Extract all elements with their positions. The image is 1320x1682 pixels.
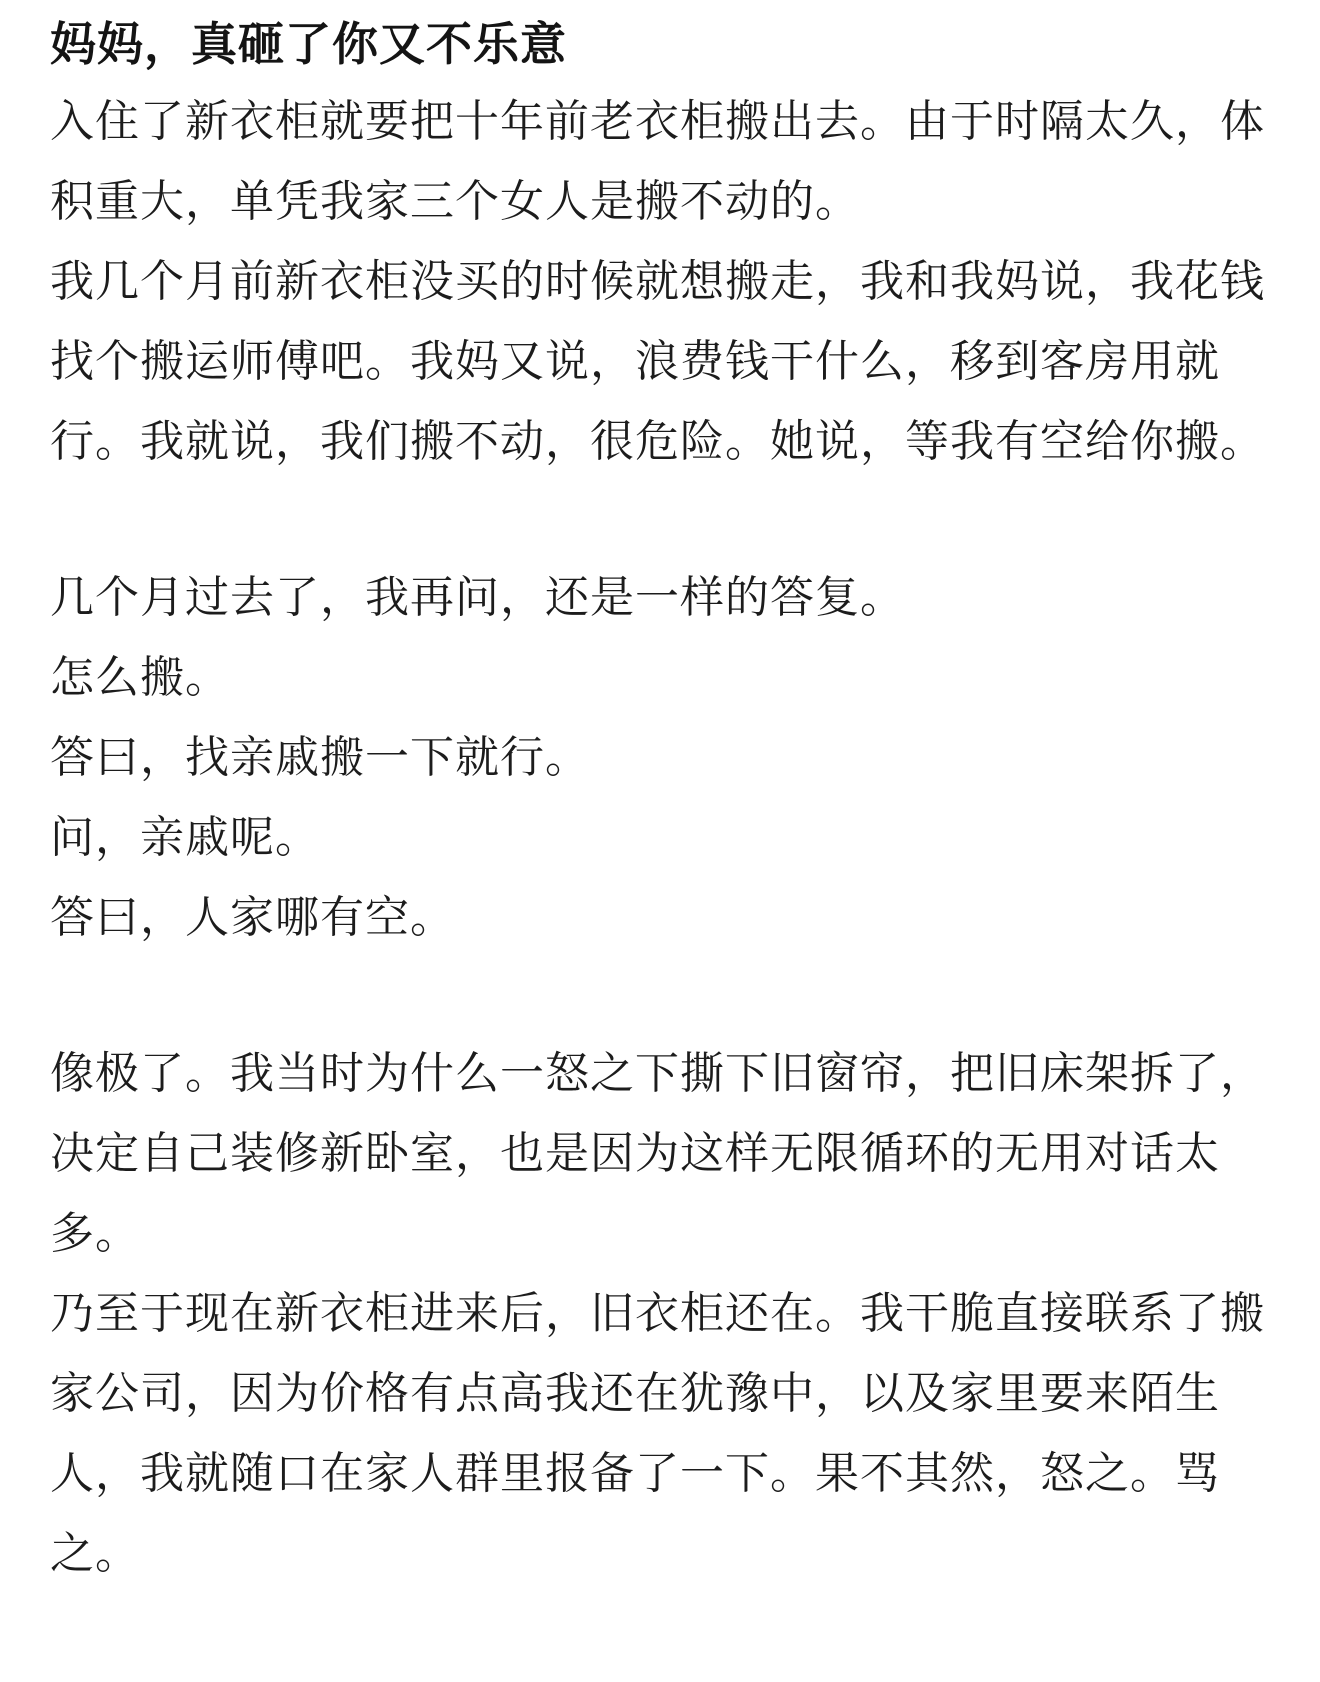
paragraph: 几个月过去了，我再问，还是一样的答复。 <box>50 572 905 623</box>
paragraph: 入住了新衣柜就要把十年前老衣柜搬出去。由于时隔太久，体积重大，单凭我家三个女人是搬不动的。 <box>50 96 1265 227</box>
paragraph: 像极了。我当时为什么一怒之下撕下旧窗帘，把旧床架拆了，决定自己装修新卧室，也是因为这样无限循环的无用对话太多。 <box>50 1048 1265 1259</box>
paragraph: 我几个月前新衣柜没买的时候就想搬走，我和我妈说，我花钱找个搬运师傅吧。我妈又说，浪费钱干什么，移到客房用就行。我就说，我们搬不动，很危险。她说，等我有空给你搬。 <box>50 256 1265 467</box>
paragraph: 答曰，找亲戚搬一下就行。 <box>50 732 590 783</box>
blank-line <box>50 958 1272 1034</box>
paragraph: 答曰，人家哪有空。 <box>50 892 455 943</box>
paragraph: 怎么搬。 <box>50 652 230 703</box>
blank-line <box>50 482 1272 558</box>
paragraph: 问，亲戚呢。 <box>50 812 320 863</box>
post-title: 妈妈，真砸了你又不乐意 <box>50 17 567 71</box>
paragraph: 乃至于现在新衣柜进来后，旧衣柜还在。我干脆直接联系了搬家公司，因为价格有点高我还在犹豫中，以及家里要来陌生人，我就随口在家人群里报备了一下。果不其然，怒之。骂之。 <box>50 1288 1265 1579</box>
